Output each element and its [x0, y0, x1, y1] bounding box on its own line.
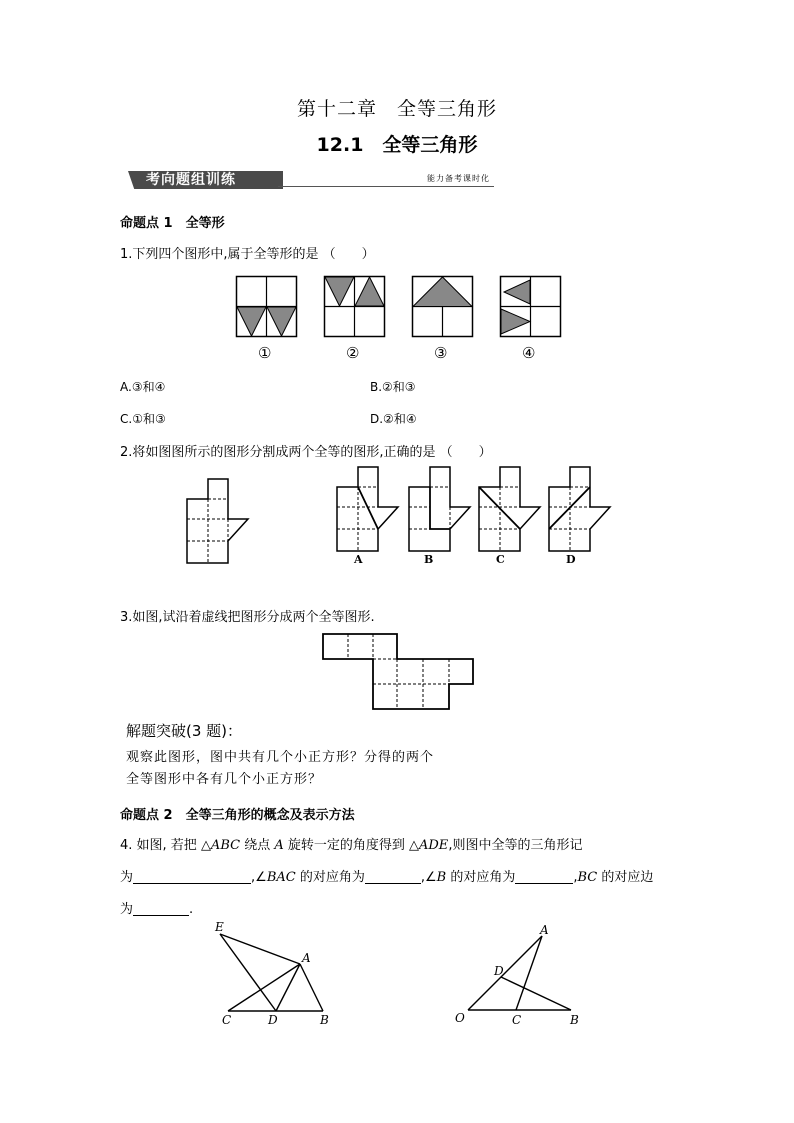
q4-text: 4. 如图, 若把: [120, 838, 201, 853]
q4-text: 为: [120, 902, 134, 917]
section-title: 12.1 全等三角形: [316, 134, 478, 156]
q4-text: ,则图中全等的三角形记: [448, 838, 583, 853]
q4-blank-1[interactable]: [133, 869, 251, 884]
q2-label-d: D: [566, 553, 576, 566]
q4-text: ,∠: [420, 870, 437, 885]
q4-line-3: [120, 898, 193, 917]
q4-text: 绕点: [240, 838, 275, 853]
q4-fig1-label-a: A: [302, 951, 311, 965]
q4-figure-2: [452, 922, 592, 1032]
q4-fig1-label-b: B: [320, 1013, 329, 1027]
q2-label-c: C: [496, 553, 505, 566]
q1-stem: 1.下列四个图形中,属于全等形的是 （ ）: [120, 247, 375, 262]
q4-fig2-label-o: O: [455, 1011, 465, 1025]
q4-blank-2[interactable]: [365, 869, 421, 884]
q3-stem: 3.如图,试沿着虚线把图形分成两个全等图形.: [120, 610, 375, 625]
tip-line-1: 观察此图形，图中共有几个小正方形？分得的两个: [126, 750, 435, 765]
q1-label-1: ①: [258, 344, 272, 362]
q4-angle-b: B: [436, 870, 447, 885]
q4-text: 的对应角为: [446, 870, 516, 885]
q1-figure-4: [500, 276, 561, 337]
q4-fig1-label-c: C: [222, 1013, 232, 1027]
q4-fig2-label-d: D: [494, 964, 504, 978]
q2-original-figure: [186, 478, 250, 564]
q1-figure-2: [324, 276, 385, 337]
q1-figure-3: [412, 276, 473, 337]
q2-option-a-figure[interactable]: [336, 466, 400, 552]
q4-side-bc: BC: [577, 870, 598, 885]
q4-fig1-label-d: D: [268, 1013, 278, 1027]
q4-line-1: [120, 834, 582, 853]
banner-label: 考向题组训练: [146, 172, 236, 188]
tip-title: 解题突破(3 题)：: [126, 722, 243, 740]
chapter-title: 第十二章 全等三角形: [296, 98, 497, 120]
q1-option-b[interactable]: B.②和③: [370, 380, 416, 394]
q2-label-b: B: [424, 553, 434, 566]
q4-line-2: 为 ,∠BAC 的对应角为 ,∠B 的对应角为 ,BC 的对应边: [120, 870, 654, 885]
q4-figure-1: [210, 920, 340, 1030]
q4-fig2-label-c: C: [512, 1013, 522, 1027]
q3-figure: [322, 633, 476, 711]
q1-label-2: ②: [346, 344, 360, 362]
q2-stem: 2.将如图图所示的图形分割成两个全等的图形,正确的是 （ ）: [120, 445, 492, 460]
q4-text: ,∠: [251, 870, 267, 885]
q1-label-4: ④: [522, 344, 536, 362]
q2-label-a: A: [354, 553, 363, 566]
q4-text: 为: [120, 870, 134, 885]
q4-fig1-label-e: E: [215, 920, 224, 934]
q2-option-c-figure[interactable]: [478, 466, 542, 552]
q4-blank-4[interactable]: [133, 901, 189, 916]
q4-blank-3[interactable]: [515, 869, 573, 884]
q4-text: .: [189, 902, 194, 917]
q1-option-a[interactable]: A.③和④: [120, 380, 166, 394]
topic2-heading: 命题点 2 全等三角形的概念及表示方法: [120, 808, 355, 823]
banner-rule: [278, 186, 494, 187]
q2-option-b-figure[interactable]: [408, 466, 472, 552]
section-banner: [128, 171, 494, 189]
q4-fig2-label-a: A: [540, 923, 549, 937]
q4-triangle-abc: △ABC: [200, 838, 241, 853]
tip-line-2: 全等图形中各有几个小正方形？: [126, 772, 323, 787]
q1-option-c[interactable]: C.①和③: [120, 412, 166, 426]
banner-subtitle: 能力备考课时化: [427, 174, 490, 183]
topic1-heading: 命题点 1 全等形: [120, 216, 225, 231]
q1-option-d[interactable]: D.②和④: [370, 412, 417, 426]
q4-fig2-label-b: B: [570, 1013, 579, 1027]
q4-point-a: A: [274, 838, 284, 853]
q1-label-3: ③: [434, 344, 448, 362]
q1-figure-1: [236, 276, 297, 337]
q4-text: 的对应角为: [295, 870, 365, 885]
q2-option-d-figure[interactable]: [548, 466, 612, 552]
q4-angle-bac: BAC: [266, 870, 296, 885]
q4-text: 旋转一定的角度得到: [283, 838, 409, 853]
q4-text: 的对应边: [597, 870, 654, 885]
q4-triangle-ade: △ADE: [409, 838, 449, 853]
